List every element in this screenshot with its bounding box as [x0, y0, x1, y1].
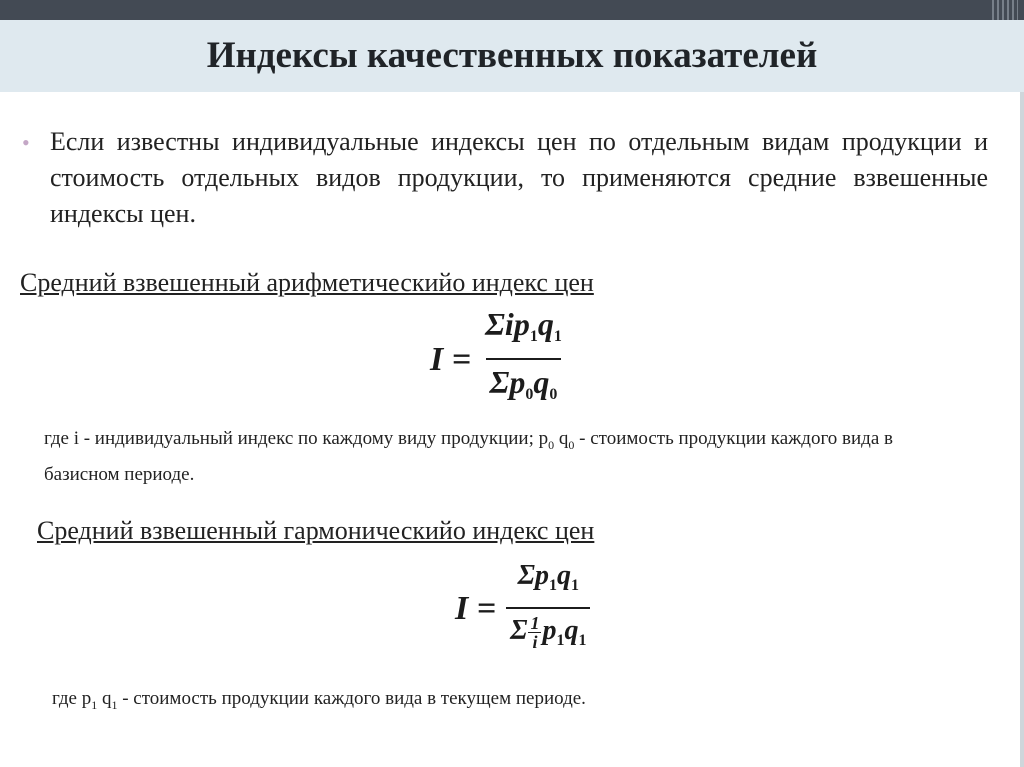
formula-lhs: I = — [430, 340, 472, 378]
arithmetic-index-formula — [430, 306, 566, 413]
inverse-index-fraction: $\frac{1}{i}$ — [530, 613, 540, 653]
slide-title: Индексы качественных показателей — [206, 35, 818, 76]
top-bar — [0, 0, 1024, 20]
formula-numerator: $\Sigma ip_1q_1$ — [485, 306, 562, 345]
grip-icon — [992, 0, 1018, 20]
formula-denominator: $\Sigma p_0q_0$ — [486, 358, 562, 413]
harmonic-index-heading: Средний взвешенный гармоническийо индекс цен — [37, 516, 595, 545]
formula-numerator: $\Sigma p_1q_1$ — [517, 560, 579, 594]
harmonic-index-note: где $p_1$ $q_1$ - стоимость продукции каждого вида в текущем периоде. — [52, 688, 586, 712]
slide-edge — [1020, 92, 1024, 767]
intro-paragraph: Если известны индивидуальные индексы цен по отдельным видам продукции и стоимость отдельных видов продукции, то применяются средние взвешенные индексы цен. — [50, 127, 988, 228]
arithmetic-index-heading: Средний взвешенный арифметическийо индекс цен — [20, 268, 594, 297]
formula-lhs: I = — [455, 589, 497, 627]
bullet-icon: • — [22, 130, 30, 155]
formula-denominator: Σ $\frac{1}{i}$ $p_1q_1$ — [506, 607, 590, 659]
formula-fraction — [481, 306, 566, 413]
arithmetic-index-note: где i - индивидуальный индекс по каждому виду продукции; $p_0$ $q_0$ - стоимость продукции каждого вида в базисном периоде. — [44, 428, 893, 485]
formula-fraction — [506, 558, 590, 659]
harmonic-index-formula — [455, 558, 590, 659]
